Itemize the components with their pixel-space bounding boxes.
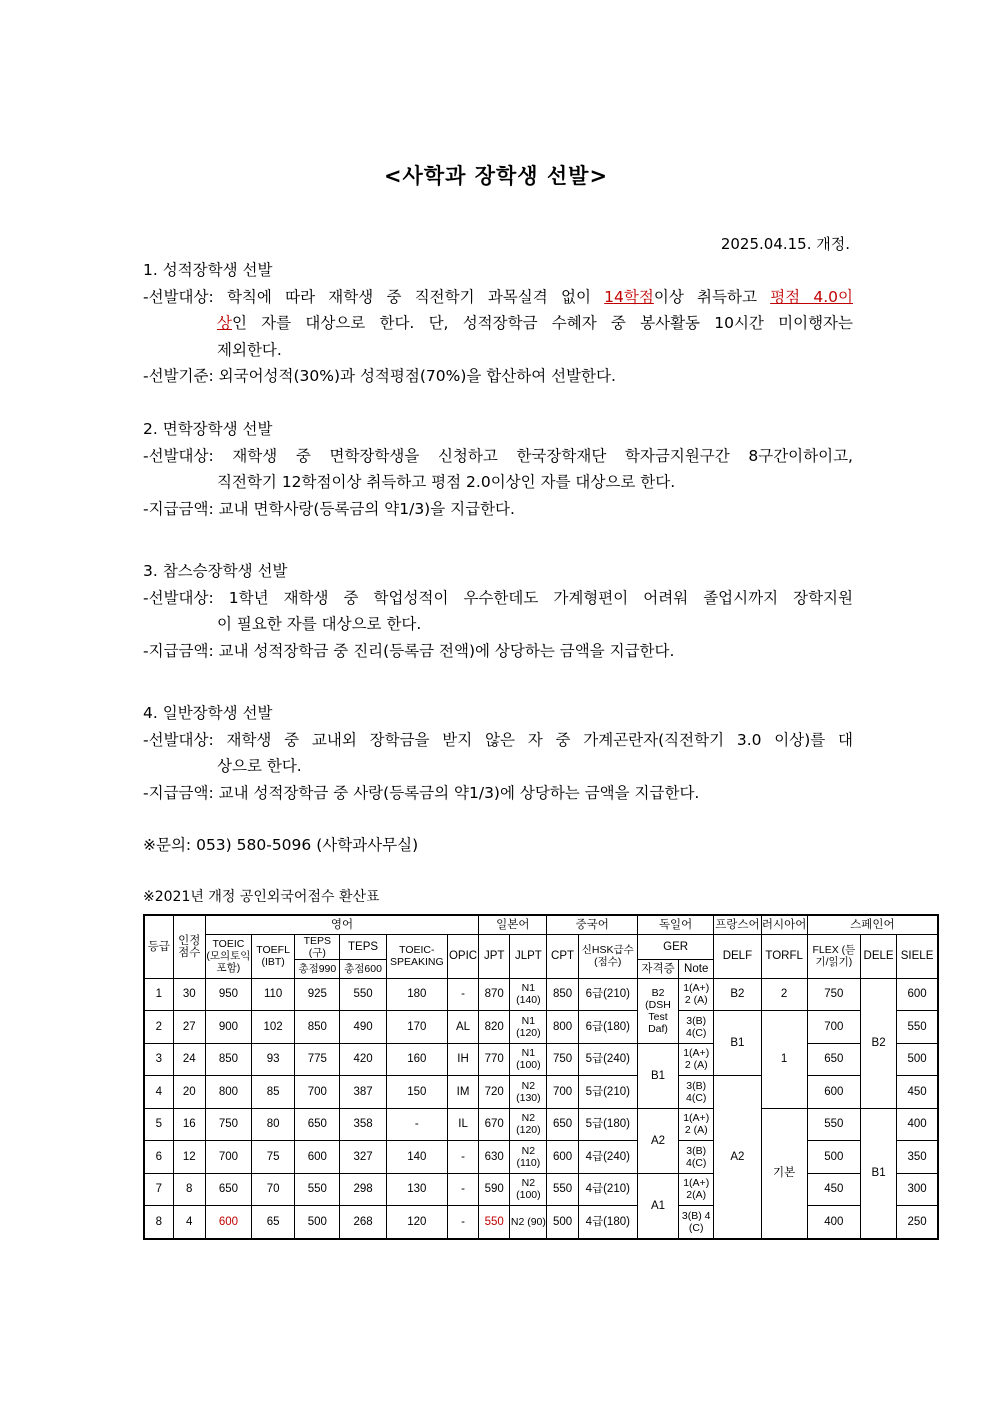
cell-ger-note: 1(A+) 2(A) — [679, 1173, 714, 1206]
header-teps-old: TEPS (구) — [295, 934, 340, 959]
cell-teps-old: 550 — [295, 1173, 340, 1206]
table-row — [144, 978, 938, 1011]
section-3-heading: 3. 참스승장학생 선발 — [143, 562, 288, 580]
cell-jlpt: N1 (140) — [510, 978, 547, 1011]
cell-hsk: 5급(240) — [578, 1043, 637, 1076]
cell-grade: 3 — [144, 1043, 173, 1076]
cell-opic: - — [447, 1141, 478, 1174]
cell-delf-a2: A2 — [714, 1076, 761, 1239]
cell-toeic: 650 — [205, 1173, 251, 1206]
text: 인 자를 대상으로 한다. 단, 성적장학금 수혜자 중 봉사활동 10시간 미이행자는 — [231, 314, 853, 332]
cell-jlpt: N2 (100) — [510, 1173, 547, 1206]
header-chinese: 중국어 — [547, 915, 637, 934]
cell-ger-note: 3(B) 4(C) — [679, 1141, 714, 1174]
cell-torfl-1: 1 — [761, 1011, 807, 1109]
header-german: 독일어 — [637, 915, 713, 934]
cell-toeic: 900 — [205, 1011, 251, 1044]
table-row — [144, 1011, 938, 1044]
cell-jlpt: N1 (120) — [510, 1011, 547, 1044]
cell-toeic: 850 — [205, 1043, 251, 1076]
cell-toeic: 700 — [205, 1141, 251, 1174]
cell-teps-old: 500 — [295, 1206, 340, 1239]
cell-points: 24 — [173, 1043, 205, 1076]
text: -선발대상: 학칙에 따라 재학생 중 직전학기 과목실격 없이 — [143, 287, 605, 306]
cell-opic: IM — [447, 1076, 478, 1109]
cell-jlpt: N2 (130) — [510, 1076, 547, 1109]
cell-siele: 450 — [897, 1076, 938, 1109]
section-2-amount: -지급금액: 교내 면학사랑(등록금의 약1/3)을 지급한다. — [143, 499, 515, 518]
cell-ger-note: 1(A+) 2 (A) — [679, 1108, 714, 1141]
cell-opic: - — [447, 978, 478, 1011]
cell-teps: 550 — [340, 978, 386, 1011]
cell-toeic: 800 — [205, 1076, 251, 1109]
cell-points: 27 — [173, 1011, 205, 1044]
table-row — [144, 1173, 938, 1206]
cell-toefl: 102 — [252, 1011, 295, 1044]
cell-opic: IL — [447, 1108, 478, 1141]
cell-jpt: 670 — [479, 1108, 510, 1141]
contact-info — [143, 832, 853, 859]
cell-teps-old: 600 — [295, 1141, 340, 1174]
cell-teps-old: 650 — [295, 1108, 340, 1141]
cell-toefl: 65 — [252, 1206, 295, 1239]
header-cpt: CPT — [547, 934, 578, 978]
cell-hsk: 5급(210) — [578, 1076, 637, 1109]
language-score-table — [143, 914, 939, 1240]
cell-flex: 550 — [807, 1108, 860, 1141]
cell-speaking: 140 — [386, 1141, 447, 1174]
section-3-target-line2: 이 필요한 자를 대상으로 한다. — [217, 615, 422, 633]
cell-jpt: 720 — [479, 1076, 510, 1109]
cell-toefl: 93 — [252, 1043, 295, 1076]
header-spanish: 스페인어 — [807, 915, 938, 934]
cell-siele: 350 — [897, 1141, 938, 1174]
header-hsk: 신HSK급수 (점수) — [578, 934, 637, 978]
cell-speaking: 170 — [386, 1011, 447, 1044]
cell-jpt: 630 — [479, 1141, 510, 1174]
page-title: <사학과 장학생 선발> — [383, 164, 609, 188]
cell-jpt-highlight: 550 — [479, 1206, 510, 1239]
cell-grade: 7 — [144, 1173, 173, 1206]
cell-siele: 600 — [897, 978, 938, 1011]
header-jpt: JPT — [479, 934, 510, 978]
cell-jpt: 870 — [479, 978, 510, 1011]
section-4 — [143, 700, 853, 806]
cell-ger-note: 3(B) 4 (C) — [679, 1206, 714, 1239]
section-4-amount: -지급금액: 교내 성적장학금 중 사랑(등록금의 약1/3)에 상당하는 금액을 지급한다. — [143, 783, 700, 802]
section-1-target-line3: 제외한다. — [217, 340, 282, 359]
cell-speaking: 150 — [386, 1076, 447, 1109]
cell-toefl: 70 — [252, 1173, 295, 1206]
gpa-highlight: 평점 4.0이 — [770, 287, 854, 306]
cell-points: 16 — [173, 1108, 205, 1141]
header-flex: FLEX (듣기/읽기) — [807, 934, 860, 978]
cell-points: 8 — [173, 1173, 205, 1206]
section-1-criteria: -선발기준: 외국어성적(30%)과 성적평점(70%)을 합산하여 선발한다. — [143, 367, 616, 385]
cell-speaking: 180 — [386, 978, 447, 1011]
cell-flex: 650 — [807, 1043, 860, 1076]
cell-opic: AL — [447, 1011, 478, 1044]
cell-cpt: 700 — [547, 1076, 578, 1109]
cell-teps-old: 775 — [295, 1043, 340, 1076]
header-teps-total: 총점600 — [340, 959, 386, 978]
cell-hsk: 4급(180) — [578, 1206, 637, 1239]
header-ger-note: Note — [679, 959, 714, 978]
text: 이상 취득하고 — [653, 287, 771, 306]
cell-hsk: 4급(210) — [578, 1173, 637, 1206]
cell-ger-note: 3(B) 4(C) — [679, 1076, 714, 1109]
cell-hsk: 5급(180) — [578, 1108, 637, 1141]
cell-speaking: 130 — [386, 1173, 447, 1206]
section-2 — [143, 416, 853, 522]
cell-cpt: 800 — [547, 1011, 578, 1044]
header-english: 영어 — [205, 915, 478, 934]
table-title: ※2021년 개정 공인외국어점수 환산표 — [143, 889, 380, 905]
cell-toeic: 750 — [205, 1108, 251, 1141]
header-dele: DELE — [860, 934, 896, 978]
cell-grade: 2 — [144, 1011, 173, 1044]
cell-siele: 500 — [897, 1043, 938, 1076]
cell-hsk: 6급(180) — [578, 1011, 637, 1044]
cell-ger-note: 3(B) 4(C) — [679, 1011, 714, 1044]
cell-hsk: 4급(240) — [578, 1141, 637, 1174]
cell-teps: 490 — [340, 1011, 386, 1044]
cell-cpt: 750 — [547, 1043, 578, 1076]
header-ger: GER — [637, 934, 713, 959]
gpa-highlight-cont: 상 — [217, 314, 232, 332]
header-torfl: TORFL — [761, 934, 807, 978]
cell-siele: 550 — [897, 1011, 938, 1044]
cell-ger-note: 1(A+) 2 (A) — [679, 978, 714, 1011]
cell-teps: 268 — [340, 1206, 386, 1239]
header-teps-old-total: 총점990 — [295, 959, 340, 978]
header-jlpt: JLPT — [510, 934, 547, 978]
cell-teps: 387 — [340, 1076, 386, 1109]
cell-jlpt: N2 (110) — [510, 1141, 547, 1174]
cell-grade: 8 — [144, 1206, 173, 1239]
cell-flex: 600 — [807, 1076, 860, 1109]
section-1 — [143, 257, 853, 390]
cell-cpt: 650 — [547, 1108, 578, 1141]
section-4-target-line1: -선발대상: 재학생 중 교내외 장학금을 받지 않은 자 중 가계곤란자(직전학기 3.0 이상)를 대 — [143, 730, 853, 749]
cell-teps: 358 — [340, 1108, 386, 1141]
cell-points: 20 — [173, 1076, 205, 1109]
section-2-target-line1: -선발대상: 재학생 중 면학장학생을 신청하고 한국장학재단 학자금지원구간 8구간이하이고, — [143, 446, 853, 465]
header-siele: SIELE — [897, 934, 938, 978]
table-row — [144, 1043, 938, 1076]
header-ger-cert: 자격증 — [637, 959, 678, 978]
cell-toefl: 110 — [252, 978, 295, 1011]
cell-toeic: 950 — [205, 978, 251, 1011]
cell-speaking: - — [386, 1108, 447, 1141]
cell-delf-b1: B1 — [714, 1011, 761, 1076]
cell-toeic-highlight: 600 — [205, 1206, 251, 1239]
cell-opic: - — [447, 1206, 478, 1239]
cell-points: 12 — [173, 1141, 205, 1174]
cell-cpt: 850 — [547, 978, 578, 1011]
cell-ger-a2: A2 — [637, 1108, 678, 1173]
header-delf: DELF — [714, 934, 761, 978]
cell-speaking: 120 — [386, 1206, 447, 1239]
cell-hsk: 6급(210) — [578, 978, 637, 1011]
cell-cpt: 600 — [547, 1141, 578, 1174]
section-3-amount: -지급금액: 교내 성적장학금 중 진리(등록금 전액)에 상당하는 금액을 지급한다. — [143, 641, 675, 660]
cell-teps-old: 700 — [295, 1076, 340, 1109]
cell-flex: 450 — [807, 1173, 860, 1206]
section-2-heading: 2. 면학장학생 선발 — [143, 420, 273, 438]
cell-siele: 250 — [897, 1206, 938, 1239]
cell-teps: 298 — [340, 1173, 386, 1206]
header-points: 인정점수 — [173, 915, 205, 978]
contact-line: ※문의: 053) 580-5096 (사학과사무실) — [143, 836, 419, 854]
cell-jpt: 590 — [479, 1173, 510, 1206]
cell-jpt: 820 — [479, 1011, 510, 1044]
cell-jlpt: N2 (90) — [510, 1206, 547, 1239]
cell-toefl: 80 — [252, 1108, 295, 1141]
section-3 — [143, 558, 853, 664]
cell-torfl-basic: 기본 — [761, 1108, 807, 1239]
revision-date: 2025.04.15. 개정. — [720, 235, 850, 253]
cell-cpt: 550 — [547, 1173, 578, 1206]
cell-points: 4 — [173, 1206, 205, 1239]
cell-ger-note: 1(A+) 2 (A) — [679, 1043, 714, 1076]
cell-ger-b2: B2 (DSH Test Daf) — [637, 978, 678, 1043]
section-1-target-line1 — [143, 284, 853, 311]
header-teps: TEPS — [340, 934, 386, 959]
table-row — [144, 1206, 938, 1239]
cell-grade: 1 — [144, 978, 173, 1011]
table-row — [144, 1141, 938, 1174]
cell-flex: 500 — [807, 1141, 860, 1174]
cell-dele-b1: B1 — [860, 1108, 896, 1239]
section-2-target-line2: 직전학기 12학점이상 취득하고 평점 2.0이상인 자를 대상으로 한다. — [217, 473, 676, 491]
cell-toefl: 75 — [252, 1141, 295, 1174]
section-1-heading: 1. 성적장학생 선발 — [143, 261, 273, 279]
section-4-target-line2: 상으로 한다. — [217, 757, 302, 775]
header-opic: OPIC — [447, 934, 478, 978]
cell-jlpt: N1 (100) — [510, 1043, 547, 1076]
cell-torfl-2: 2 — [761, 978, 807, 1011]
cell-grade: 5 — [144, 1108, 173, 1141]
section-3-target-line1: -선발대상: 1학년 재학생 중 학업성적이 우수한데도 가계형편이 어려워 졸업시까지 장학지원 — [143, 588, 853, 607]
table-row — [144, 1076, 938, 1109]
section-4-heading: 4. 일반장학생 선발 — [143, 704, 273, 722]
cell-toefl: 85 — [252, 1076, 295, 1109]
cell-opic: - — [447, 1173, 478, 1206]
cell-grade: 6 — [144, 1141, 173, 1174]
cell-jpt: 770 — [479, 1043, 510, 1076]
cell-cpt: 500 — [547, 1206, 578, 1239]
cell-delf-b2: B2 — [714, 978, 761, 1011]
cell-opic: IH — [447, 1043, 478, 1076]
cell-ger-b1: B1 — [637, 1043, 678, 1108]
header-grade: 등급 — [144, 915, 173, 978]
header-japanese: 일본어 — [479, 915, 547, 934]
header-toefl: TOEFL (IBT) — [252, 934, 295, 978]
cell-dele-b2: B2 — [860, 978, 896, 1108]
cell-flex: 750 — [807, 978, 860, 1011]
cell-grade: 4 — [144, 1076, 173, 1109]
cell-teps: 420 — [340, 1043, 386, 1076]
cell-flex: 400 — [807, 1206, 860, 1239]
cell-jlpt: N2 (120) — [510, 1108, 547, 1141]
section-1-target-line2 — [143, 310, 853, 337]
cell-ger-a1: A1 — [637, 1173, 678, 1239]
table-row — [144, 1108, 938, 1141]
cell-teps: 327 — [340, 1141, 386, 1174]
cell-siele: 300 — [897, 1173, 938, 1206]
cell-teps-old: 925 — [295, 978, 340, 1011]
credits-highlight: 14학점 — [604, 287, 654, 306]
cell-speaking: 160 — [386, 1043, 447, 1076]
header-toeic: TOEIC (모의토익 포함) — [205, 934, 251, 978]
cell-siele: 400 — [897, 1108, 938, 1141]
cell-points: 30 — [173, 978, 205, 1011]
cell-flex: 700 — [807, 1011, 860, 1044]
cell-teps-old: 850 — [295, 1011, 340, 1044]
header-russian: 러시아어 — [761, 915, 807, 934]
header-toeic-speaking: TOEIC-SPEAKING — [386, 934, 447, 978]
header-french: 프랑스어 — [714, 915, 761, 934]
